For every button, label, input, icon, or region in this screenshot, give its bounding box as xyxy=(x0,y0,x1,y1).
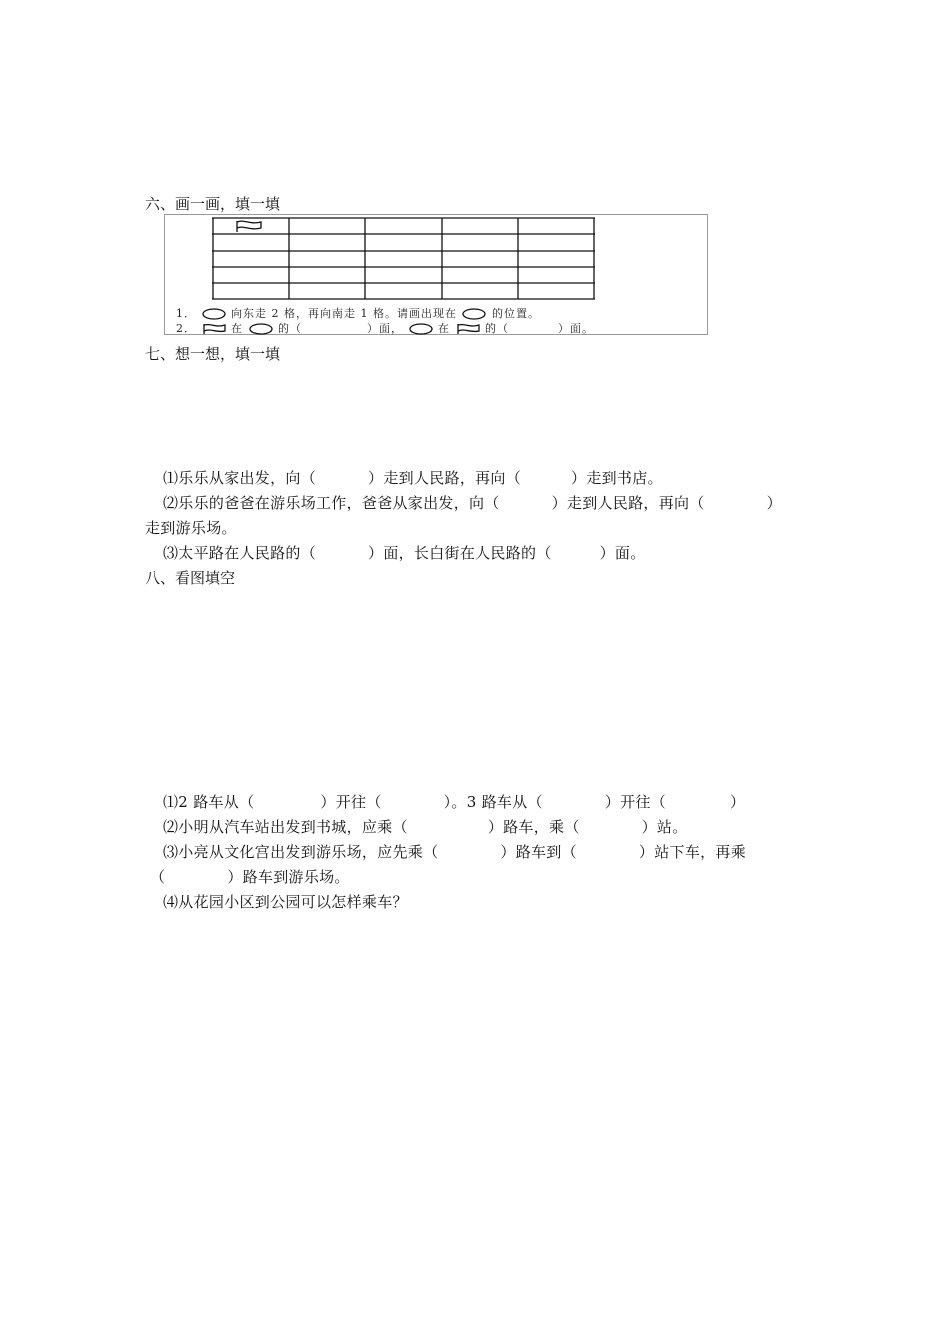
question-7-3 xyxy=(163,542,646,563)
question-text: ⑴2 路车从（ xyxy=(163,793,255,811)
question-7-2 xyxy=(163,492,782,513)
question-text: ）开往（ xyxy=(320,793,382,811)
circle-icon xyxy=(461,308,487,320)
question-text: ）面。 xyxy=(599,544,646,562)
figure-instruction-1 xyxy=(176,305,540,321)
section7-title: 七、想一想，填一填 xyxy=(145,345,281,363)
section6-title: 六、画一画，填一填 xyxy=(145,195,281,213)
circle-icon xyxy=(248,323,274,335)
flag-icon xyxy=(201,323,227,335)
question-8-3-cont xyxy=(150,866,350,887)
instruction-text: ）面， xyxy=(367,322,403,335)
instruction-text: 的（ xyxy=(278,322,302,335)
question-text: （ xyxy=(150,868,166,886)
question-text: ⑶太平路在人民路的（ xyxy=(163,544,317,562)
question-text: ） xyxy=(766,494,782,512)
direction-grid xyxy=(212,217,596,300)
question-text: ⑶小亮从文化宫出发到游乐场，应先乘（ xyxy=(163,843,439,861)
question-text: ）站。 xyxy=(641,818,688,836)
item-number: 2． xyxy=(176,322,196,335)
question-text: ）走到人民路，再向（ xyxy=(368,469,522,487)
figure-instruction-2 xyxy=(176,320,594,336)
instruction-text: 的位置。 xyxy=(491,307,540,320)
question-7-1 xyxy=(163,467,663,488)
circle-icon xyxy=(408,323,434,335)
question-text: ）。3 路车从（ xyxy=(443,793,543,811)
question-8-3 xyxy=(163,841,746,862)
question-8-1 xyxy=(163,791,745,812)
question-text: ）开往（ xyxy=(604,793,667,811)
question-text: ）走到人民路，再向（ xyxy=(551,494,705,512)
instruction-text: 在 xyxy=(438,322,450,335)
flag-icon xyxy=(237,221,261,232)
question-7-2-cont: 走到游乐场。 xyxy=(145,519,237,537)
section8-title: 八、看图填空 xyxy=(145,569,236,587)
question-text: ⑵乐乐的爸爸在游乐场工作，爸爸从家出发，向（ xyxy=(163,494,500,512)
instruction-text: 在 xyxy=(231,322,243,335)
flag-icon xyxy=(455,323,481,335)
question-text: ） xyxy=(730,793,746,811)
question-8-2 xyxy=(163,816,688,837)
question-text: ）路车，乘（ xyxy=(487,818,580,836)
instruction-text: 的（ xyxy=(485,322,509,335)
instruction-text: 向东走 2 格，再向南走 1 格。请画出现在 xyxy=(231,307,457,320)
question-text: ）路车到游乐场。 xyxy=(227,868,350,886)
question-text: ）路车到（ xyxy=(500,843,577,861)
question-text: ⑴乐乐从家出发，向（ xyxy=(163,469,317,487)
question-8-4: ⑷从花园小区到公园可以怎样乘车？ xyxy=(163,893,408,911)
circle-icon xyxy=(201,308,227,320)
question-text: ）走到书店。 xyxy=(571,469,663,487)
question-text: ⑵小明从汽车站出发到书城，应乘（ xyxy=(163,818,408,836)
question-text: ）面，长白街在人民路的（ xyxy=(368,544,552,562)
question-text: ）站下车，再乘 xyxy=(638,843,747,861)
instruction-text: ）面。 xyxy=(558,322,594,335)
item-number: 1． xyxy=(176,307,196,320)
